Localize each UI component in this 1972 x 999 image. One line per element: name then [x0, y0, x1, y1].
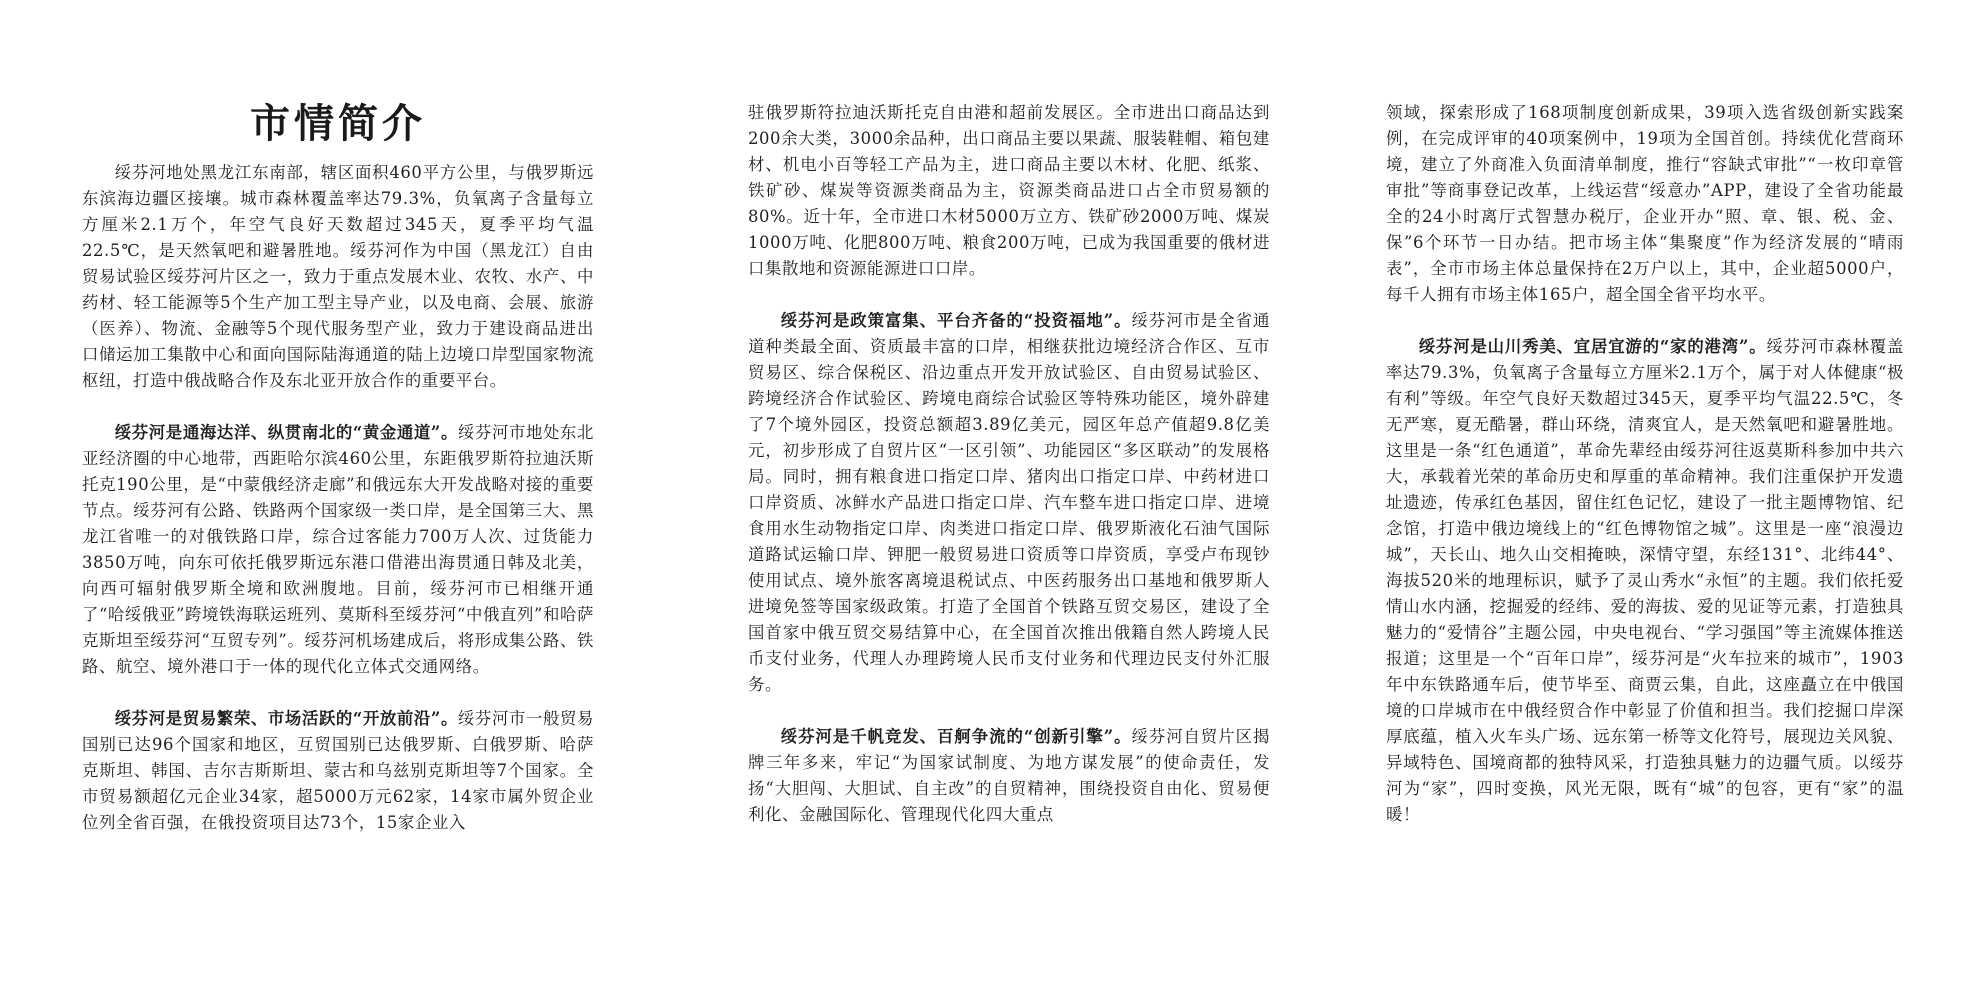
section-investment-land: [748, 308, 1270, 698]
section-body: 绥芬河市森林覆盖率达79.3%，负氧离子含量每立方厘米2.1万个，属于对人体健康“极有利”等级。年空气良好天数超过345天，夏季平均气温22.5℃，冬无严寒，夏无酷暑，群山环绕，清爽宜人，是天然氧吧和避暑胜地。这里是一条“红色通道”，革命先辈经由绥芬河往返莫斯科参加中共六大，承载着光荣的革命历史和厚重的革命精神。我们注重保护开发遗址遗迹，传承红色基因，留住红色记忆，建设了一批主题博物馆、纪念馆，打造中俄边境线上的“红色博物馆之城”。这里是一座“浪漫边城”，天长山、地久山交相掩映，深情守望，东经131°、北纬44°、海拔520米的地理标识，赋予了灵山秀水“永恒”的主题。我们依托爱情山水内涵，挖掘爱的经纬、爱的海拔、爱的见证等元素，打造独具魅力的“爱情谷”主题公园，中央电视台、“学习强国”等主流媒体推送报道；这里是一个“百年口岸”，绥芬河是“火车拉来的城市”，1903年中东铁路通车后，使节毕至、商贾云集，自此，这座矗立在中俄国境的口岸城市在中俄经贸合作中彰显了价值和担当。我们挖掘口岸深厚底蕴，植入火车头广场、远东第一桥等文化符号，展现边关风貌、异域特色、国境商都的独特风采，打造独具魅力的边疆气质。以绥芬河为“家”，四时变换，风光无限，既有“城”的包容，更有“家”的温暖！: [1386, 337, 1904, 824]
section-heading: 绥芬河是政策富集、平台齐备的“投资福地”。: [780, 311, 1132, 330]
continued-paragraph: 驻俄罗斯符拉迪沃斯托克自由港和超前发展区。全市进出口商品达到200余大类，3000余品种，出口商品主要以果蔬、服装鞋帽、箱包建材、机电小百等轻工产品为主，进口商品主要以木材、化肥、纸浆、铁矿砂、煤炭等资源类商品为主，资源类商品进口占全市贸易额的80%。近十年，全市进口木材5000万立方、铁矿砂2000万吨、煤炭1000万吨、化肥800万吨、粮食200万吨，已成为我国重要的俄材进口集散地和资源能源进口口岸。: [748, 103, 1270, 278]
section-body: 绥芬河市一般贸易国别已达96个国家和地区，互贸国别已达俄罗斯、白俄罗斯、哈萨克斯坦、韩国、吉尔吉斯斯坦、蒙古和乌兹别克斯坦等7个国家。全市贸易额超亿元企业34家，超5000万元62家，14家市属外贸企业位列全省百强，在俄投资项目达73个，15家企业入: [82, 709, 594, 832]
section-heading: 绥芬河是贸易繁荣、市场活跃的“开放前沿”。: [114, 709, 458, 728]
continued-paragraph: 领域，探索形成了168项制度创新成果，39项入选省级创新实践案例，在完成评审的40项案例中，19项为全国首创。持续优化营商环境，建立了外商准入负面清单制度，推行“容缺式审批”“一枚印章管审批”等商事登记改革，上线运营“绥意办”APP，建设了全省功能最全的24小时离厅式智慧办税厅，企业开办“照、章、银、税、金、保”6个环节一日办结。把市场主体“集聚度”作为经济发展的“晴雨表”，全市市场主体总量保持在2万户以上，其中，企业超5000户，每千人拥有市场主体165户，超全国全省平均水平。: [1386, 103, 1904, 304]
section-innovation-engine: [748, 724, 1270, 828]
section-heading: 绥芬河是山川秀美、宜居宜游的“家的港湾”。: [1418, 337, 1767, 356]
column-right: [1386, 100, 1904, 828]
section-home-harbor: [1386, 334, 1904, 828]
section-heading: 绥芬河是千帆竞发、百舸争流的“创新引擎”。: [780, 727, 1132, 746]
column-left: [82, 160, 594, 836]
intro-paragraph: 绥芬河地处黑龙江东南部，辖区面积460平方公里，与俄罗斯远东滨海边疆区接壤。城市森林覆盖率达79.3%，负氧离子含量每立方厘米2.1万个，年空气良好天数超过345天，夏季平均气温22.5℃，是天然氧吧和避暑胜地。绥芬河作为中国（黑龙江）自由贸易试验区绥芬河片区之一，致力于重点发展木业、农牧、水产、中药材、轻工能源等5个生产加工型主导产业，以及电商、会展、旅游（医养）、物流、金融等5个现代服务型产业，致力于建设商品进出口储运加工集散中心和面向国际陆海通道的陆上边境口岸型国家物流枢纽，打造中俄战略合作及东北亚开放合作的重要平台。: [82, 163, 594, 390]
page-title: 市情简介: [250, 100, 426, 147]
section-body: 绥芬河自贸片区揭牌三年多来，牢记“为国家试制度、为地方谋发展”的使命责任，发扬“大胆闯、大胆试、自主改”的自贸精神，围绕投资自由化、贸易便利化、金融国际化、管理现代化四大重点: [748, 727, 1270, 824]
section-golden-channel: [82, 420, 594, 680]
section-heading: 绥芬河是通海达洋、纵贯南北的“黄金通道”。: [114, 423, 458, 442]
column-middle: [748, 100, 1270, 828]
section-body: 绥芬河市是全省通道种类最全面、资质最丰富的口岸，相继获批边境经济合作区、互市贸易区、综合保税区、沿边重点开发开放试验区、自由贸易试验区、跨境经济合作试验区、跨境电商综合试验区等特殊功能区，境外辟建了7个境外园区，投资总额超3.89亿美元，园区年总产值超9.8亿美元，初步形成了自贸片区“一区引领”、功能园区“多区联动”的发展格局。同时，拥有粮食进口指定口岸、猪肉出口指定口岸、中药材进口口岸资质、冰鲜水产品进口指定口岸、汽车整车进口指定口岸、进境食用水生动物指定口岸、肉类进口指定口岸、俄罗斯液化石油气国际道路试运输口岸、钾肥一般贸易进口资质等口岸资质，享受卢布现钞使用试点、境外旅客离境退税试点、中医药服务出口基地和俄罗斯人进境免签等国家级政策。打造了全国首个铁路互贸交易区，建设了全国首家中俄互贸交易结算中心，在全国首次推出俄籍自然人跨境人民币支付业务，代理人办理跨境人民币支付业务和代理边民支付外汇服务。: [748, 311, 1270, 694]
section-body: 绥芬河市地处东北亚经济圈的中心地带，西距哈尔滨460公里，东距俄罗斯符拉迪沃斯托克190公里，是“中蒙俄经济走廊”和俄远东大开发战略对接的重要节点。绥芬河有公路、铁路两个国家级一类口岸，是全国第三大、黑龙江省唯一的对俄铁路口岸，综合过客能力700万人次、过货能力3850万吨，向东可依托俄罗斯远东港口借港出海贯通日韩及北美，向西可辐射俄罗斯全境和欧洲腹地。目前，绥芬河市已相继开通了“哈绥俄亚”跨境铁海联运班列、莫斯科至绥芬河“中俄直列”和哈萨克斯坦至绥芬河“互贸专列”。绥芬河机场建成后，将形成集公路、铁路、航空、境外港口于一体的现代化立体式交通网络。: [82, 423, 594, 676]
section-open-frontier: [82, 706, 594, 836]
